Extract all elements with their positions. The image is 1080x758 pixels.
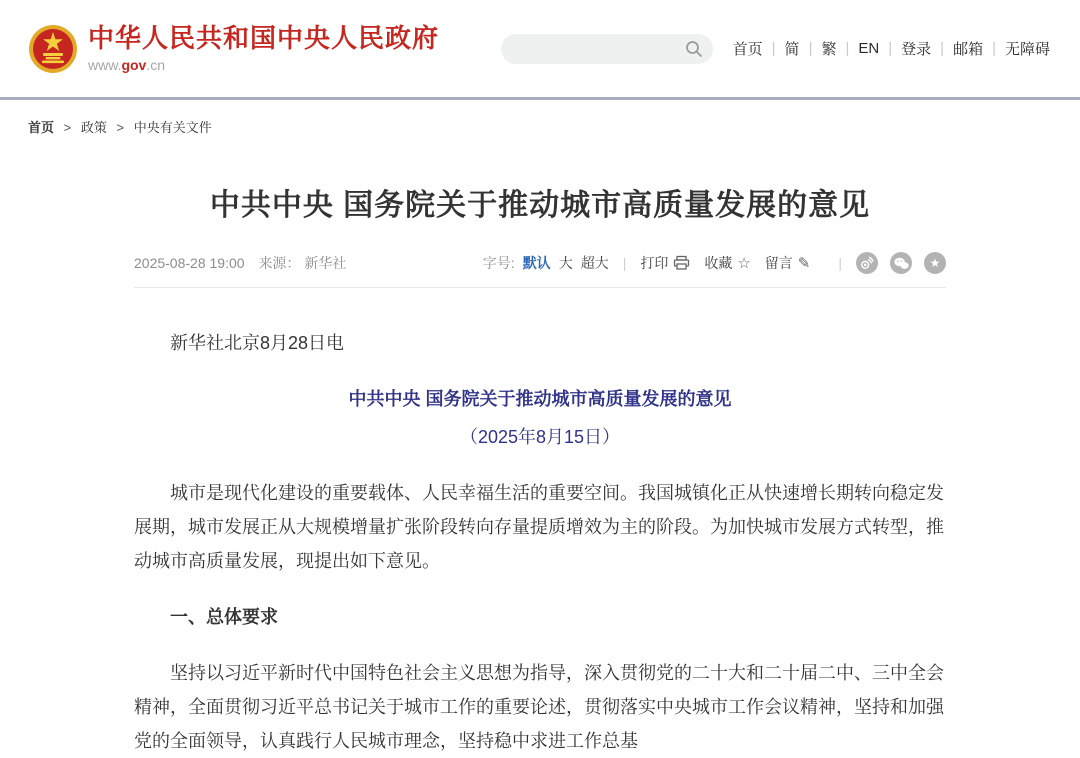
paragraph: 城市是现代化建设的重要载体、人民幸福生活的重要空间。我国城镇化正从快速增长期转向稳定发展期，城市发展正从大规模增量扩张阶段转向存量提质增效为主的阶段。为加快城市发展方式转型，推动城市高质量发展，现提出如下意见。 (134, 483, 944, 571)
nav-mail[interactable]: 邮箱 (953, 41, 984, 58)
search-input[interactable] (501, 34, 713, 64)
breadcrumb-separator: > (63, 120, 72, 135)
source-value[interactable]: 新华社 (304, 255, 347, 271)
share-weibo-button[interactable] (856, 252, 878, 274)
nav-traditional[interactable]: 繁 (821, 41, 837, 58)
wechat-icon (894, 257, 909, 270)
nav-separator: | (992, 40, 996, 57)
nav-login[interactable]: 登录 (901, 41, 932, 58)
section-heading: 一、总体要求 (170, 607, 278, 627)
comment-button[interactable] (765, 253, 811, 273)
article-meta-left (134, 253, 346, 273)
site-url-gov: gov (121, 56, 147, 73)
qzone-star-icon: ★ (929, 256, 941, 270)
site-url (88, 57, 439, 73)
star-icon: ☆ (737, 254, 751, 272)
favorite-button[interactable] (704, 253, 750, 273)
pencil-icon: ✎ (797, 254, 811, 272)
site-header (0, 0, 1080, 100)
nav-separator: | (845, 40, 850, 57)
nav-separator: | (940, 40, 945, 57)
nav-english[interactable]: EN (858, 40, 880, 57)
favorite-label: 收藏 (704, 255, 733, 271)
tools-separator: | (838, 255, 842, 271)
article-meta-row (134, 252, 946, 288)
share-wechat-button[interactable] (890, 252, 912, 274)
nav-separator: | (771, 40, 776, 57)
document-title: 中共中央 国务院关于推动城市高质量发展的意见 (348, 389, 732, 409)
header-right (501, 34, 1050, 64)
search-icon[interactable] (685, 40, 703, 58)
breadcrumb-central-documents[interactable]: 中央有关文件 (133, 120, 212, 135)
share-qzone-button[interactable] (924, 252, 946, 274)
paragraph: 坚持以习近平新时代中国特色社会主义思想为指导，深入贯彻党的二十大和二十届二中、三中全会精神，全面贯彻习近平总书记关于城市工作的重要论述，贯彻落实中央城市工作会议精神，坚持和加强党的全面领导，认真践行人民城市理念，坚持稳中求进工作总基 (134, 663, 944, 751)
nav-home[interactable]: 首页 (732, 41, 763, 58)
lead-line: 新华社北京8月28日电 (170, 333, 345, 353)
print-label: 打印 (640, 255, 669, 271)
document-date: （2025年8月15日） (459, 427, 621, 447)
font-size-label: 字号: (482, 255, 515, 271)
search-box[interactable] (501, 34, 713, 64)
site-title: 中华人民共和国中央人民政府 (88, 23, 440, 54)
page-title: 中共中央 国务院关于推动城市高质量发展的意见 (209, 189, 871, 222)
print-button[interactable] (640, 253, 690, 273)
font-size-default-button[interactable]: 默认 (522, 255, 551, 271)
national-emblem-icon (28, 24, 78, 74)
breadcrumb-separator: > (116, 120, 125, 135)
publish-datetime: 2025-08-28 19:00 (134, 255, 245, 271)
tools-separator: | (622, 255, 627, 271)
comment-label: 留言 (764, 255, 793, 271)
breadcrumb-home[interactable]: 首页 (28, 120, 55, 135)
site-brand[interactable] (28, 24, 439, 74)
printer-icon (673, 255, 690, 271)
site-url-www: www. (88, 56, 122, 73)
nav-simplified[interactable]: 简 (784, 41, 800, 58)
top-nav (733, 38, 1050, 59)
font-size-xlarge-button[interactable]: 超大 (580, 255, 609, 271)
breadcrumb (0, 100, 1080, 136)
nav-accessibility[interactable]: 无障碍 (1004, 41, 1050, 58)
article (134, 180, 946, 758)
weibo-icon (860, 256, 874, 270)
source-label: 来源： (258, 255, 301, 271)
brand-text (88, 24, 439, 73)
article-body (134, 326, 946, 758)
article-meta-tools (483, 252, 946, 274)
font-size-large-button[interactable]: 大 (558, 255, 573, 271)
nav-separator: | (888, 40, 893, 57)
site-url-cn: .cn (146, 56, 166, 73)
nav-separator: | (808, 40, 813, 57)
breadcrumb-policy[interactable]: 政策 (80, 120, 107, 135)
